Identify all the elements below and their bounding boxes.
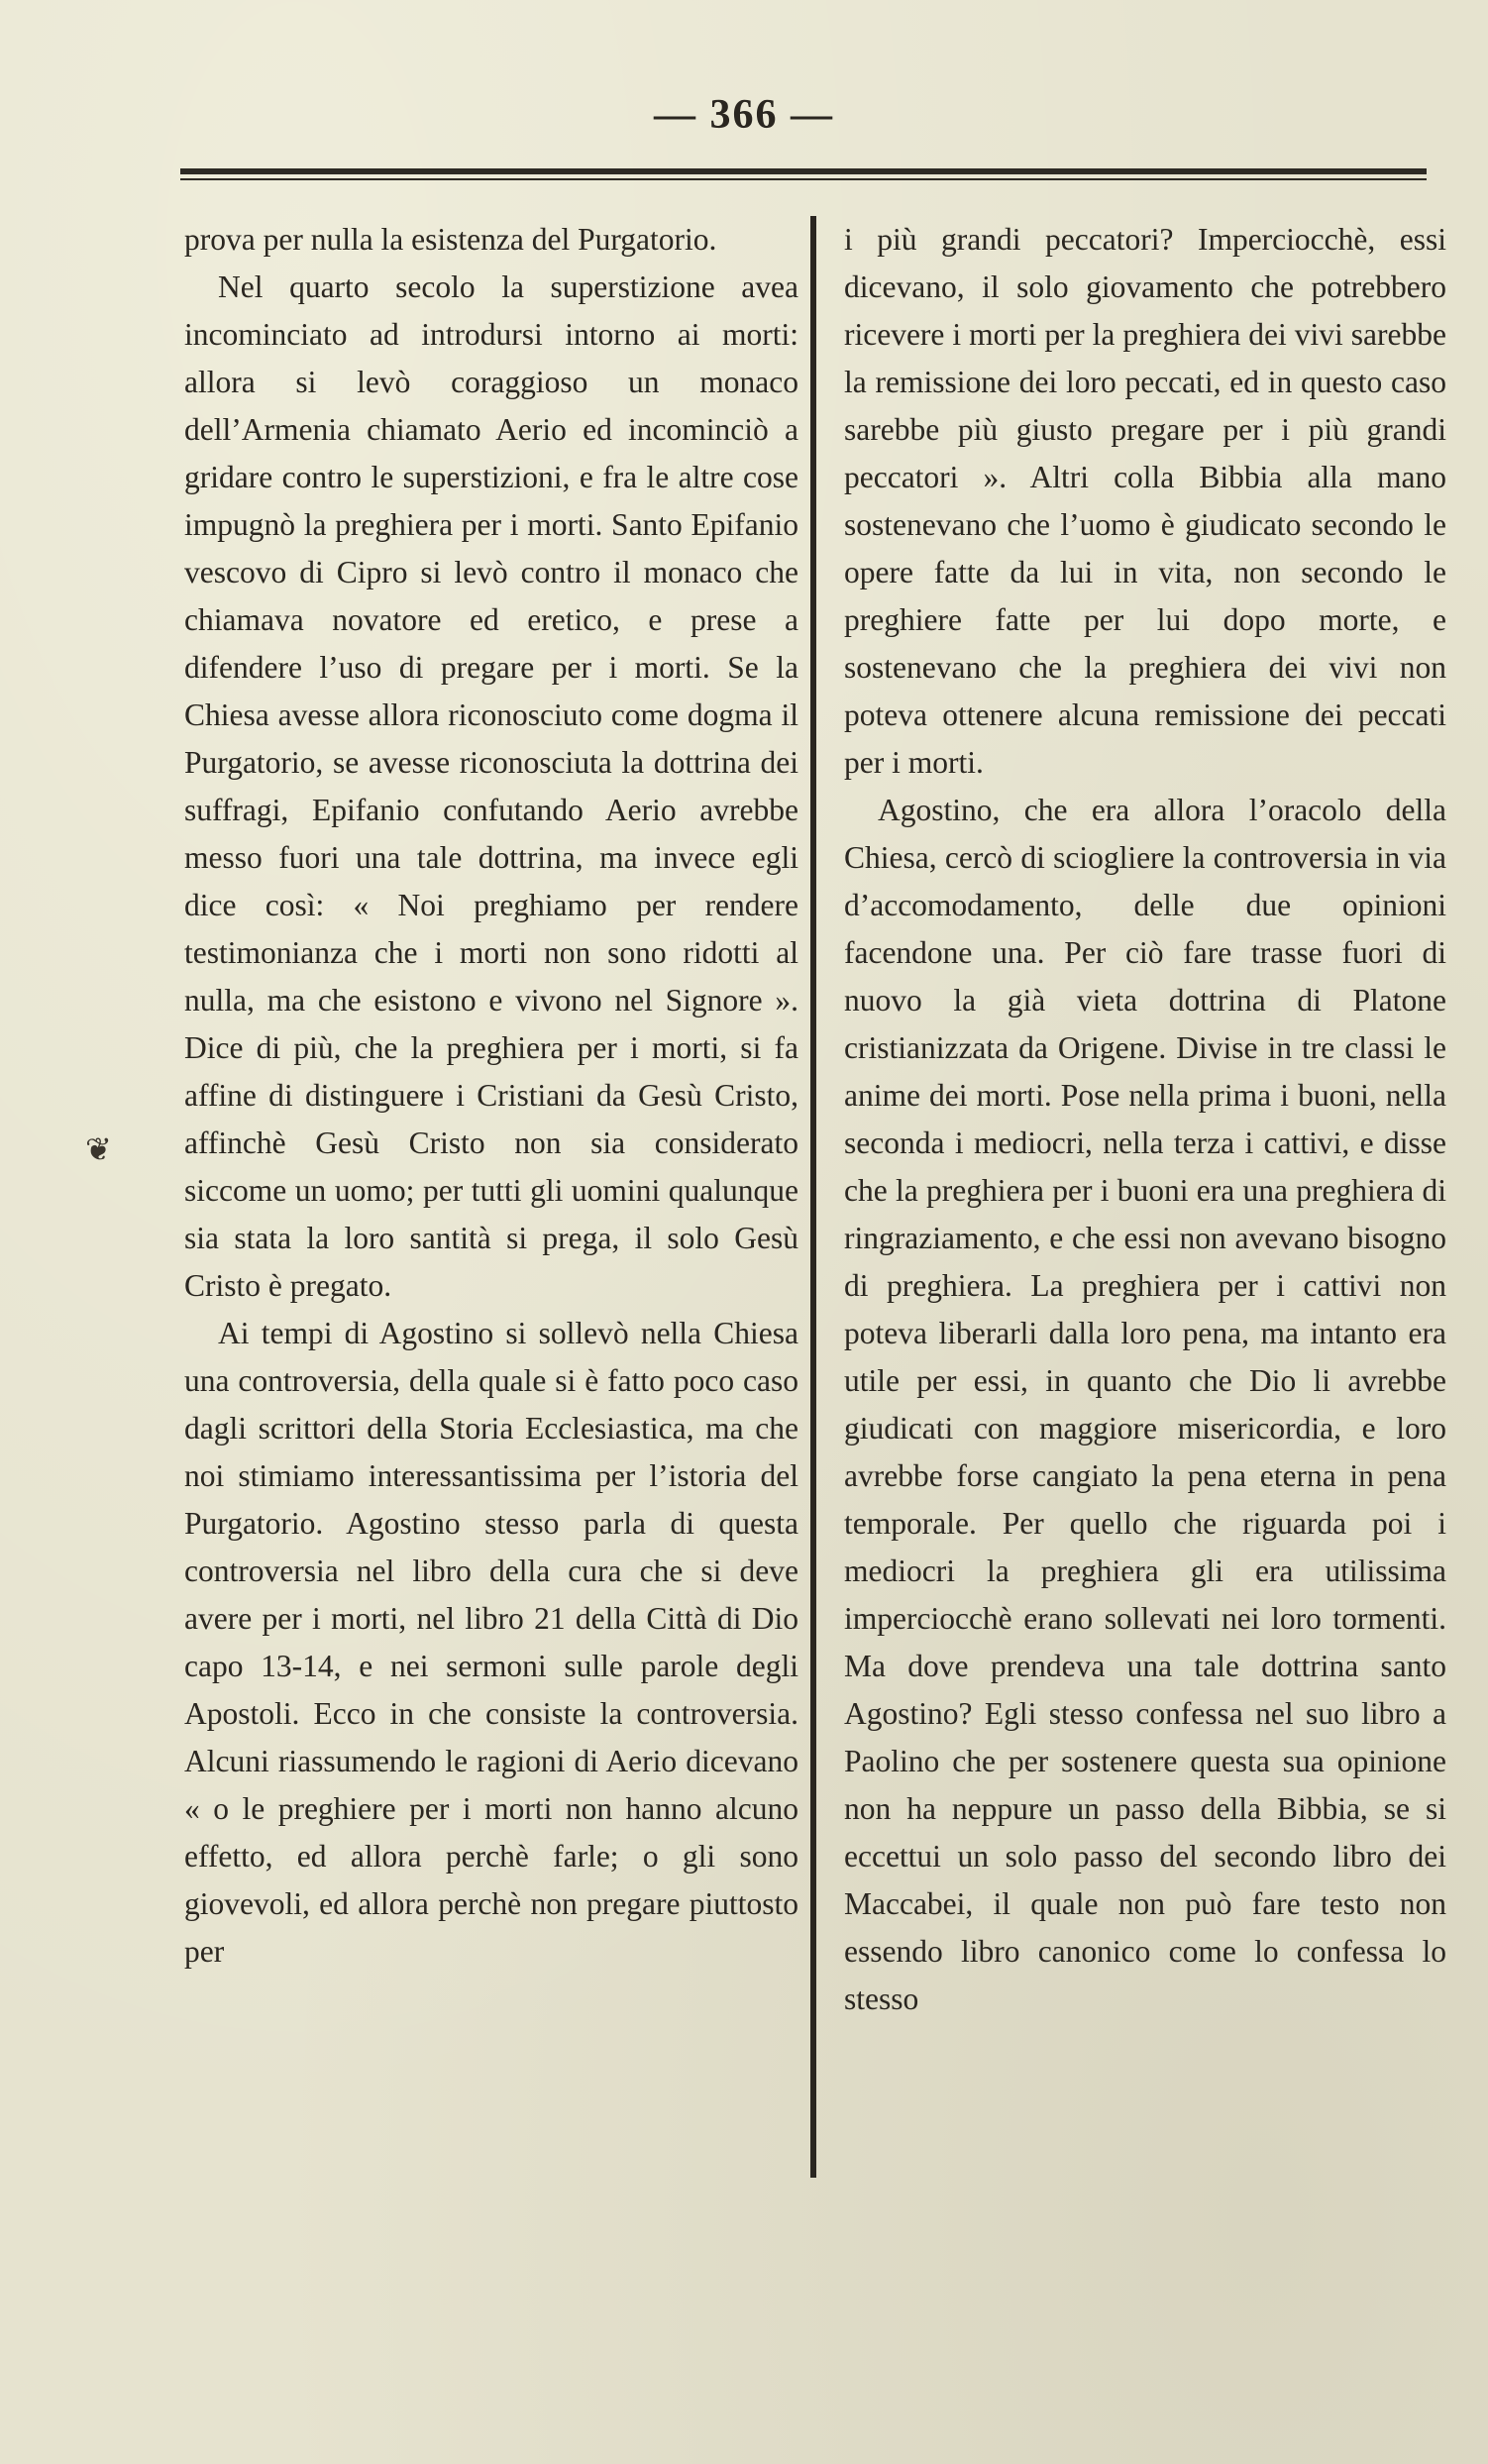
left-paragraph-2: Nel quarto secolo la superstizione avea incominciato ad introdursi intorno ai morti: allora si levò coraggioso un monaco dell’Armenia chiamato Aerio ed incominciò a gridare contro le superstizioni, e fra le altre cose impugnò la preghiera per i morti. Santo Epifanio vescovo di Cipro si levò contro il monaco che chiamava novatore ed eretico, e prese a difendere l’uso di pregare per i morti. Se la Chiesa avesse allora riconosciuto come dogma il Purgatorio, se avesse riconosciuta la dottrina dei suffragi, Epifanio confutando Aerio avrebbe messo fuori una tale dottrina, ma invece egli dice così: « Noi preghiamo per rendere testimonianza che i morti non sono ridotti al nulla, ma che esistono e vivono nel Signore ». Dice di più, che la preghiera per i morti, si fa affine di distinguere i Cristiani da Gesù Cristo, affinchè Gesù Cristo non sia considerato siccome un uomo; per tutti gli uomini qualunque sia stata la loro santità si prega, il solo Gesù Cristo è pregato. <box>184 269 798 1303</box>
margin-mark: ❦ <box>85 1131 112 1167</box>
left-paragraph-3: Ai tempi di Agostino si sollevò nella Chiesa una controversia, della quale si è fatto poco caso dagli scrittori della Storia Ecclesiastica, ma che noi stimiamo interessantissima per l’istoria del Purgatorio. Agostino stesso parla di questa controversia nel libro della cura che si deve avere per i morti, nel libro 21 della Città di Dio capo 13-14, e nei sermoni sulle parole degli Apostoli. Ecco in che consiste la controversia. Alcuni riassumendo le ragioni di Aerio dicevano « o le preghiere per i morti non hanno alcuno effetto, ed allora perchè farle; o gli sono giovevoli, ed allora perchè non pregare piuttosto per <box>184 1316 798 1969</box>
page-number: — 366 — <box>654 92 834 138</box>
right-column <box>844 216 1446 2023</box>
header-rule-thick <box>180 168 1427 174</box>
right-paragraph-2: Agostino, che era allora l’oracolo della Chiesa, cercò di sciogliere la controversia in via d’accomodamento, delle due opinioni facendone una. Per ciò fare trasse fuori di nuovo la già vieta dottrina di Platone cristianizzata da Origene. Divise in tre classi le anime dei morti. Pose nella prima i buoni, nella seconda i mediocri, nella terza i cattivi, e disse che la preghiera per i buoni era una preghiera di ringraziamento, e che essi non avevano bisogno di preghiera. La preghiera per i cattivi non poteva liberarli dalla loro pena, ma intanto era utile per essi, in quanto che Dio li avrebbe giudicati con maggiore misericordia, e loro avrebbe forse cangiato la pena eterna in pena temporale. Per quello che riguarda poi i mediocri la preghiera gli era utilissima imperciocchè erano sollevati nei loro tormenti. Ma dove prendeva una tale dottrina santo Agostino? Egli stesso confessa nel suo libro a Paolino che per sostenere questa sua opinione non ha neppure un passo della Bibbia, se si eccettui un solo passo del secondo libro dei Maccabei, il quale non può fare testo non essendo libro canonico come lo confessa lo stesso <box>844 793 1446 2016</box>
left-column <box>184 216 798 1976</box>
right-paragraph-1: i più grandi peccatori? Imperciocchè, essi dicevano, il solo giovamento che potrebbero ricevere i morti per la preghiera dei vivi sarebbe la remissione dei loro peccati, ed in questo caso sarebbe più giusto pregare per i più grandi peccatori ». Altri colla Bibbia alla mano sostenevano che l’uomo è giudicato secondo le opere fatte da lui in vita, non secondo le preghiere fatte per lui dopo morte, e sostenevano che la preghiera dei vivi non poteva ottenere alcuna remissione dei peccati per i morti. <box>844 222 1446 780</box>
column-divider <box>810 216 816 2178</box>
header-rule-thin <box>180 178 1427 180</box>
left-paragraph-1: prova per nulla la esistenza del Purgatorio. <box>184 222 717 257</box>
